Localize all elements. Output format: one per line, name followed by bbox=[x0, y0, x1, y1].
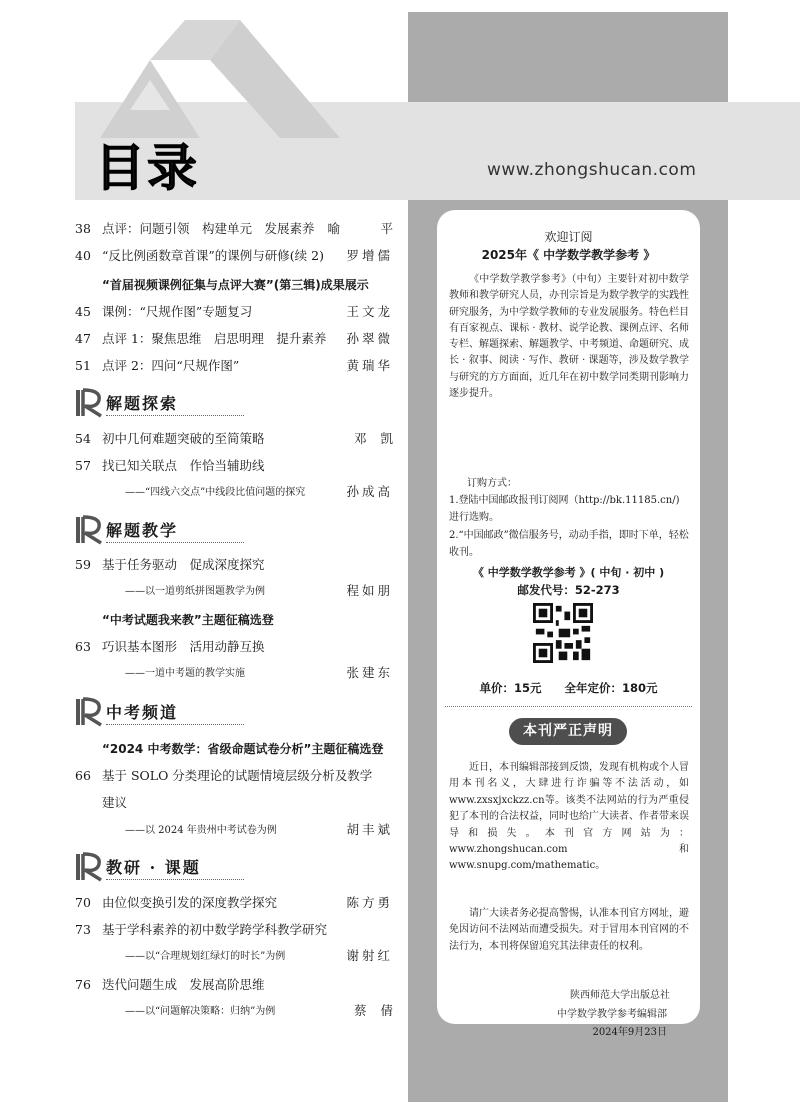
column-heading: “中考试题我来教”主题征稿选登 bbox=[102, 613, 274, 627]
dotted-rule bbox=[106, 415, 244, 416]
author-name: 程如朋 bbox=[346, 583, 393, 598]
page-number: 59 bbox=[75, 557, 91, 572]
page-number: 51 bbox=[75, 358, 91, 373]
author-name: 邓凯 bbox=[353, 431, 407, 446]
section-mark-icon bbox=[75, 697, 103, 727]
article-title: 基于任务驱动 促成深度探究 bbox=[102, 557, 265, 572]
section-title: 解题探索 bbox=[106, 394, 179, 413]
page-number: 73 bbox=[75, 922, 91, 937]
subscribe-title: 2025年《 中学数学教学参考 》 bbox=[481, 248, 656, 262]
section-title: 教研 · 课题 bbox=[106, 858, 201, 877]
qr-code-icon[interactable] bbox=[533, 603, 593, 663]
dotted-rule bbox=[106, 542, 244, 543]
section-title: 解题教学 bbox=[106, 521, 179, 540]
page-number: 57 bbox=[75, 458, 91, 473]
magazine-name: 《 中学数学教学参考 》( 中旬 · 初中 ) bbox=[472, 566, 665, 579]
column-heading: “首届视频课例征集与点评大赛”(第三辑)成果展示 bbox=[102, 278, 369, 292]
author-name: 孙成高 bbox=[346, 484, 393, 499]
signature-publisher: 陕西师范大学出版总社 bbox=[570, 990, 670, 1001]
subtitle-text: ——以“问题解决策略：归纳”为例 bbox=[125, 1006, 276, 1017]
article-title: 迭代问题生成 发展高阶思维 bbox=[102, 977, 265, 992]
toc-row[interactable] bbox=[75, 221, 407, 239]
section-title: 中考频道 bbox=[106, 703, 179, 722]
author-name: 罗增儒 bbox=[346, 248, 393, 263]
article-title-continued: 建议 bbox=[102, 795, 128, 810]
section-header bbox=[75, 515, 315, 545]
notice-badge: 本刊严正声明 bbox=[509, 718, 627, 745]
author-name: 蔡倩 bbox=[353, 1003, 407, 1018]
postal-code: 邮发代号：52-273 bbox=[517, 583, 620, 597]
subscribe-description: 《中学数学教学参考》（中旬）主要针对初中数学教师和教学研究人员，办刊宗旨是为数学教学的实践性研究服务，为中学数学教师的专业发展服务。特色栏目有百家视点、课标 · 教材、说学论教、课例点评、名师专栏、解题探索、解题教学、中考频道、命题研究、成长 · 叙事、阅读 · 写作、教研 · 课题等，涉及数学教学与研究的方方面面，近几年在初中数学同类期刊影响力逐步提升。 bbox=[449, 274, 689, 400]
toc-row[interactable] bbox=[75, 431, 407, 449]
dotted-rule bbox=[106, 879, 244, 880]
article-title: 点评 1：聚焦思维 启思明理 提升素养 bbox=[102, 331, 327, 346]
article-title: 基于学科素养的初中数学跨学科教学研究 bbox=[102, 922, 328, 937]
notice-paragraph: 近日，本刊编辑部接到反馈，发现有机构或个人冒用本刊名义，大肆进行诈骗等不法活动，如www.zxsxjxckzz.cn等。该类不法网站的行为严重侵犯了本刊的合法权益，同时也给广大读者、作者带来误导和损失。本刊官方网站为：www.zhongshucan.com 和 www.snupg.com/mathematic。 bbox=[449, 762, 689, 872]
toc-row[interactable] bbox=[75, 768, 395, 786]
notice-paragraph: 请广大读者务必提高警惕，认准本刊官方网址，避免因访问不法网站而遭受损失。对于冒用本刊官网的不法行为，本刊将保留追究其法律责任的权利。 bbox=[449, 908, 689, 952]
toc-row[interactable] bbox=[75, 358, 395, 376]
toc-row[interactable] bbox=[75, 331, 395, 349]
toc-row[interactable] bbox=[75, 922, 395, 940]
price-line: 单价：15元 全年定价：180元 bbox=[479, 681, 658, 695]
order-method-1: 1.登陆中国邮政报刊订阅网（http://bk.11185.cn/)进行选购。 bbox=[449, 495, 680, 523]
author-name: 黄瑞华 bbox=[346, 358, 393, 373]
page-number: 63 bbox=[75, 639, 91, 654]
toc-row[interactable] bbox=[75, 895, 395, 913]
section-mark-icon bbox=[75, 388, 103, 418]
toc-row[interactable] bbox=[75, 248, 395, 266]
toc-row-continued bbox=[75, 795, 395, 813]
page-title: 目录 bbox=[95, 139, 199, 197]
toc-row[interactable] bbox=[75, 557, 395, 575]
page-number: 40 bbox=[75, 248, 91, 263]
subscribe-welcome: 欢迎订阅 bbox=[544, 230, 593, 244]
signature-date: 2024年9月23日 bbox=[592, 1027, 667, 1038]
author-name: 喻 平 bbox=[327, 221, 407, 236]
toc-row[interactable] bbox=[75, 458, 395, 476]
section-header bbox=[75, 852, 315, 882]
page-number: 38 bbox=[75, 221, 91, 236]
panel-divider bbox=[445, 706, 692, 707]
dotted-rule bbox=[106, 724, 244, 725]
subtitle-text: ——以“合理规划红绿灯的时长”为例 bbox=[125, 951, 286, 962]
section-mark-icon bbox=[75, 515, 103, 545]
toc-row[interactable] bbox=[75, 639, 395, 657]
page-number: 54 bbox=[75, 431, 91, 446]
order-heading: 订购方式： bbox=[467, 478, 517, 489]
author-name: 张建东 bbox=[346, 665, 393, 680]
author-name: 王文龙 bbox=[346, 304, 393, 319]
subtitle-text: ——以 2024 年贵州中考试卷为例 bbox=[125, 825, 277, 836]
signature-editorial: 中学数学教学参考编辑部 bbox=[557, 1009, 667, 1020]
roof-logo-graphic bbox=[90, 20, 350, 140]
author-name: 孙翠微 bbox=[346, 331, 393, 346]
article-title: 点评 2：四问“尺规作图” bbox=[102, 358, 240, 373]
subtitle-text: ——“四线六交点”中线段比值问题的探究 bbox=[125, 487, 306, 498]
page-number: 66 bbox=[75, 768, 91, 783]
page-number: 47 bbox=[75, 331, 91, 346]
page-number: 70 bbox=[75, 895, 91, 910]
site-url[interactable]: www.zhongshucan.com bbox=[487, 160, 697, 180]
page-number: 45 bbox=[75, 304, 91, 319]
section-mark-icon bbox=[75, 852, 103, 882]
page-number: 76 bbox=[75, 977, 91, 992]
column-heading: “2024 中考数学：省级命题试卷分析”主题征稿选登 bbox=[102, 742, 384, 756]
article-title: 找已知关联点 作恰当辅助线 bbox=[102, 458, 265, 473]
order-method-2: 2.“中国邮政”微信服务号，动动手指，即时下单，轻松收刊。 bbox=[449, 530, 689, 558]
section-header bbox=[75, 388, 315, 418]
author-name: 陈方勇 bbox=[346, 895, 393, 910]
toc-row[interactable] bbox=[75, 977, 395, 995]
section-header bbox=[75, 697, 315, 727]
article-title: 课例：“尺规作图”专题复习 bbox=[102, 304, 253, 319]
article-title: 点评：问题引领 构建单元 发展素养 bbox=[102, 221, 315, 236]
subtitle-text: ——以一道剪纸拼图题教学为例 bbox=[125, 586, 265, 597]
subscription-panel bbox=[437, 210, 700, 1038]
author-name: 谢射红 bbox=[346, 948, 393, 963]
article-title: 由位似变换引发的深度教学探究 bbox=[102, 895, 278, 910]
article-title: “反比例函数章首课”的课例与研修(续 2) bbox=[102, 248, 324, 263]
author-name: 胡丰斌 bbox=[346, 822, 393, 837]
article-title: 初中几何难题突破的至简策略 bbox=[102, 431, 265, 446]
toc-row[interactable] bbox=[75, 304, 395, 322]
article-title: 基于 SOLO 分类理论的试题情境层级分析及教学 bbox=[102, 768, 373, 783]
subtitle-text: ——一道中考题的教学实施 bbox=[125, 668, 245, 679]
article-title: 巧识基本图形 活用动静互换 bbox=[102, 639, 265, 654]
